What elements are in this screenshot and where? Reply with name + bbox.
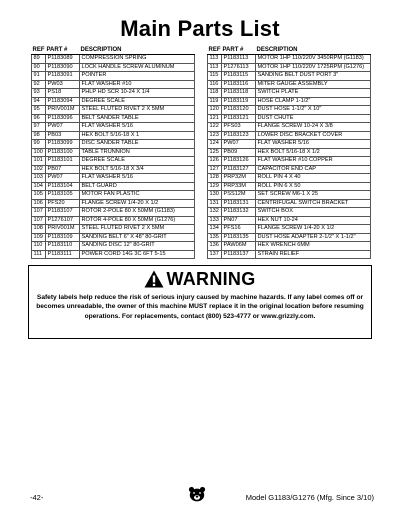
table-row [208, 250, 371, 259]
cell-ref: 135 [208, 233, 222, 242]
cell-part-number: PAW06M [222, 242, 256, 251]
cell-part-number: P1183090 [46, 63, 80, 72]
cell-description: SANDING BELT DUST PORT 3" [256, 72, 371, 81]
cell-description: POINTER [80, 72, 195, 81]
warning-heading [29, 269, 371, 289]
cell-part-number: P1183110 [46, 242, 80, 251]
cell-description: FLAT WASHER 5/16 [80, 123, 195, 132]
cell-description: STRAIN RELIEF [256, 250, 371, 259]
cell-part-number: PN07 [222, 216, 256, 225]
warning-title: WARNING [166, 269, 256, 289]
cell-ref: 136 [208, 242, 222, 251]
table-row [32, 208, 195, 217]
cell-ref: 110 [32, 242, 46, 251]
cell-description: FLAT WASHER #10 [80, 80, 195, 89]
table-row [208, 199, 371, 208]
cell-part-number: PFS03 [222, 123, 256, 132]
cell-description: DEGREE SCALE [80, 97, 195, 106]
table-row [208, 55, 371, 64]
cell-description: PHLP HD SCR 10-24 X 1/4 [80, 89, 195, 98]
table-row [208, 89, 371, 98]
table-row [208, 225, 371, 234]
table-row [32, 140, 195, 149]
table-row [32, 72, 195, 81]
cell-ref: 134 [208, 225, 222, 234]
cell-description: FLAT WASHER #10 COPPER [256, 157, 371, 166]
cell-part-number: P1183127 [222, 165, 256, 174]
cell-description: STEEL FLUTED RIVET 2 X 5MM [80, 106, 195, 115]
cell-part-number: PSS12M [222, 191, 256, 200]
cell-part-number: PW07 [46, 174, 80, 183]
cell-description: TABLE TRUNNION [80, 148, 195, 157]
cell-ref: 107 [32, 208, 46, 217]
cell-part-number: P1183107 [46, 208, 80, 217]
cell-description: DUST CHUTE [256, 114, 371, 123]
cell-ref: 93 [32, 89, 46, 98]
table-row [32, 182, 195, 191]
parts-table-right-body [208, 55, 371, 259]
cell-part-number: PRIV001M [46, 225, 80, 234]
cell-part-number: P1183099 [46, 140, 80, 149]
cell-ref: 90 [32, 63, 46, 72]
cell-description: FLAT WASHER 5/16 [80, 174, 195, 183]
cell-part-number: PB03 [46, 131, 80, 140]
page-title: Main Parts List [120, 16, 280, 41]
cell-ref: 105 [32, 191, 46, 200]
cell-ref: 122 [208, 123, 222, 132]
cell-ref: 113 [208, 63, 222, 72]
cell-ref: 104 [32, 182, 46, 191]
cell-description: MOTOR FAN PLASTIC [80, 191, 195, 200]
table-row [32, 165, 195, 174]
cell-part-number: PW07 [222, 140, 256, 149]
cell-part-number: PW03 [46, 80, 80, 89]
cell-part-number: P1183132 [222, 208, 256, 217]
cell-description: SANDING BELT 6" X 48" 80-GRIT [80, 233, 195, 242]
cell-part-number: PW07 [46, 123, 80, 132]
parts-table-left [31, 45, 195, 259]
table-row [208, 123, 371, 132]
cell-part-number: P1183101 [46, 157, 80, 166]
cell-part-number: PB09 [222, 148, 256, 157]
cell-ref: 113 [208, 55, 222, 64]
cell-description: ROLL PIN 6 X 50 [256, 182, 371, 191]
cell-description: MITER GAUGE ASSEMBLY [256, 80, 371, 89]
column-header-description: DESCRIPTION [256, 45, 371, 55]
cell-ref: 91 [32, 72, 46, 81]
column-header-description: DESCRIPTION [80, 45, 195, 55]
cell-part-number: P1183111 [46, 250, 80, 259]
cell-description: SET SCREW M6-1 X 25 [256, 191, 371, 200]
cell-ref: 97 [32, 123, 46, 132]
column-header-ref: REF [208, 46, 221, 53]
cell-ref: 125 [208, 148, 222, 157]
table-row [32, 114, 195, 123]
cell-ref: 121 [208, 114, 222, 123]
cell-ref: 115 [208, 72, 222, 81]
cell-description: SANDING DISC 12" 80-GRIT [80, 242, 195, 251]
cell-description: ROTOR 4-POLE 80 X 50MM (G1276) [80, 216, 195, 225]
table-row [32, 131, 195, 140]
cell-part-number: P1183118 [222, 89, 256, 98]
cell-ref: 128 [208, 174, 222, 183]
cell-description: HEX BOLT 5/16-18 X 1/2 [256, 148, 371, 157]
cell-part-number: PS18 [46, 89, 80, 98]
cell-ref: 103 [32, 174, 46, 183]
table-row [32, 55, 195, 64]
cell-description: STEEL FLUTED RIVET 2 X 5MM [80, 225, 195, 234]
table-row [32, 123, 195, 132]
cell-description: DISC SANDER TABLE [80, 140, 195, 149]
cell-description: BELT GUARD [80, 182, 195, 191]
table-row [208, 208, 371, 217]
cell-part-number: P1183123 [222, 131, 256, 140]
cell-ref: 100 [32, 148, 46, 157]
cell-description: ROTOR 2-POLE 80 X 50MM (G1183) [80, 208, 195, 217]
cell-ref: 118 [208, 89, 222, 98]
table-row [208, 131, 371, 140]
cell-description: POWER CORD 14G 3C 6FT 5-15 [80, 250, 195, 259]
table-row [208, 63, 371, 72]
parts-table-left-body [32, 55, 195, 259]
cell-part-number: P1276113 [222, 63, 256, 72]
cell-ref: 99 [32, 140, 46, 149]
cell-description: FLANGE SCREW 10-24 X 3/8 [256, 123, 371, 132]
parts-tables [31, 45, 371, 259]
table-row [208, 140, 371, 149]
table-row [208, 174, 371, 183]
table-row [32, 233, 195, 242]
table-row [208, 114, 371, 123]
table-header-row [208, 45, 371, 55]
cell-description: CENTRIFUGAL SWITCH BRACKET [256, 199, 371, 208]
table-row [32, 250, 195, 259]
cell-part-number: P1183105 [46, 191, 80, 200]
cell-ref: 98 [32, 131, 46, 140]
table-row [208, 148, 371, 157]
cell-description: COMPRESSION SPRING [80, 55, 195, 64]
cell-part-number: P1183100 [46, 148, 80, 157]
cell-description: HOSE CLAMP 1-1/2" [256, 97, 371, 106]
cell-description: FLANGE SCREW 1/4-20 X 1/2 [80, 199, 195, 208]
cell-part-number: PB07 [46, 165, 80, 174]
cell-ref: 132 [208, 208, 222, 217]
table-row [32, 242, 195, 251]
cell-part-number: PRP33M [222, 182, 256, 191]
cell-ref: 108 [32, 225, 46, 234]
table-header-row [32, 45, 195, 55]
cell-description: FLAT WASHER 5/16 [256, 140, 371, 149]
cell-ref: 107 [32, 216, 46, 225]
cell-description: DEGREE SCALE [80, 157, 195, 166]
table-row [32, 199, 195, 208]
column-header-part: PART # [222, 45, 256, 55]
cell-ref: 127 [208, 165, 222, 174]
cell-part-number: P1183096 [46, 114, 80, 123]
cell-description: HEX NUT 10-24 [256, 216, 371, 225]
cell-part-number: PRIV001M [46, 106, 80, 115]
table-row [208, 165, 371, 174]
safety-warning-box [28, 265, 372, 339]
table-row [32, 174, 195, 183]
table-row [32, 225, 195, 234]
parts-table-right [207, 45, 371, 259]
cell-ref: 119 [208, 97, 222, 106]
cell-description: BELT SANDER TABLE [80, 114, 195, 123]
table-row [32, 191, 195, 200]
model-info: Model G1183/G1276 (Mfg. Since 3/10) [245, 493, 374, 502]
warning-text: Safety labels help reduce the risk of serious injury caused by machine hazards. If any label comes off or becomes unreadable, the owner of this machine MUST replace it in the original location before resuming operations. For replacements, contact (800) 523-4777 or www.grizzly.com. [36, 294, 364, 320]
table-row [208, 80, 371, 89]
cell-part-number: P1183115 [222, 72, 256, 81]
cell-part-number: P1183131 [222, 199, 256, 208]
cell-part-number: P1183121 [222, 114, 256, 123]
cell-ref: 96 [32, 114, 46, 123]
cell-description: ROLL PIN 4 X 40 [256, 174, 371, 183]
table-row [208, 72, 371, 81]
cell-part-number: P1183135 [222, 233, 256, 242]
cell-ref: 130 [208, 191, 222, 200]
cell-ref: 89 [32, 55, 46, 64]
cell-description: HEX BOLT 5/16-18 X 1 [80, 131, 195, 140]
table-row [208, 157, 371, 166]
table-row [208, 216, 371, 225]
cell-part-number: P1183120 [222, 106, 256, 115]
cell-part-number: P1183116 [222, 80, 256, 89]
cell-ref: 126 [208, 157, 222, 166]
table-row [32, 157, 195, 166]
cell-part-number: P1183091 [46, 72, 80, 81]
cell-part-number: PFS20 [46, 199, 80, 208]
cell-part-number: PFS16 [222, 225, 256, 234]
cell-description: HEX BOLT 5/16-18 X 3/4 [80, 165, 195, 174]
cell-description: DUST HOSE 1-1/2" X 10" [256, 106, 371, 115]
cell-ref: 94 [32, 97, 46, 106]
table-row [32, 80, 195, 89]
cell-ref: 102 [32, 165, 46, 174]
warning-triangle-icon [144, 270, 164, 288]
table-row [32, 63, 195, 72]
cell-part-number: P1183119 [222, 97, 256, 106]
cell-part-number: P1183094 [46, 97, 80, 106]
cell-part-number: P1183137 [222, 250, 256, 259]
table-row [32, 216, 195, 225]
cell-ref: 124 [208, 140, 222, 149]
cell-ref: 131 [208, 199, 222, 208]
cell-ref: 120 [208, 106, 222, 115]
cell-description: SWITCH BOX [256, 208, 371, 217]
cell-ref: 111 [32, 250, 46, 259]
cell-ref: 106 [32, 199, 46, 208]
cell-part-number: P1183113 [222, 55, 256, 64]
cell-description: MOTOR 1HP 110/220V 1725RPM (G1276) [256, 63, 371, 72]
cell-description: LOWER DISC BRACKET COVER [256, 131, 371, 140]
cell-description: CAPACITOR END CAP [256, 165, 371, 174]
table-row [32, 89, 195, 98]
cell-ref: 101 [32, 157, 46, 166]
table-row [32, 106, 195, 115]
table-row [32, 148, 195, 157]
cell-part-number: P1183104 [46, 182, 80, 191]
table-row [208, 242, 371, 251]
grizzly-bear-logo-icon [188, 486, 206, 502]
cell-part-number: P1183109 [46, 233, 80, 242]
cell-description: LOCK HANDLE SCREW ALUMINUM [80, 63, 195, 72]
table-row [32, 97, 195, 106]
column-header-part: PART # [46, 45, 80, 55]
table-row [208, 233, 371, 242]
cell-ref: 137 [208, 250, 222, 259]
cell-ref: 116 [208, 80, 222, 89]
cell-part-number: P1183089 [46, 55, 80, 64]
cell-ref: 129 [208, 182, 222, 191]
cell-description: MOTOR 1HP 110/220V 3450RPM (G1183) [256, 55, 371, 64]
table-row [208, 97, 371, 106]
cell-part-number: P1183126 [222, 157, 256, 166]
cell-description: HEX WRENCH 6MM [256, 242, 371, 251]
cell-ref: 109 [32, 233, 46, 242]
cell-ref: 95 [32, 106, 46, 115]
cell-part-number: P1276107 [46, 216, 80, 225]
column-header-ref: REF [32, 46, 45, 53]
cell-part-number: PRP32M [222, 174, 256, 183]
cell-ref: 133 [208, 216, 222, 225]
cell-description: SWITCH PLATE [256, 89, 371, 98]
table-row [208, 191, 371, 200]
cell-description: DUST HOSE ADAPTER 2-1/2" X 1-1/2" [256, 233, 371, 242]
page-number: -42- [30, 493, 44, 502]
table-row [208, 106, 371, 115]
cell-ref: 123 [208, 131, 222, 140]
cell-description: FLANGE SCREW 1/4-20 X 1/2 [256, 225, 371, 234]
table-row [208, 182, 371, 191]
cell-ref: 92 [32, 80, 46, 89]
